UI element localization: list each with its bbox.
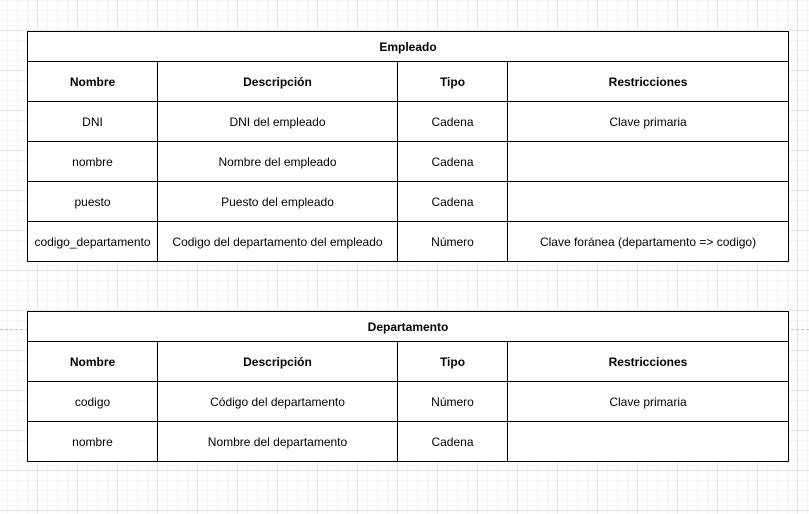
cell-nombre: DNI [28,102,158,142]
cell-nombre: nombre [28,422,158,462]
cell-restricciones: Clave primaria [508,382,789,422]
cell-descripcion: Código del departamento [158,382,398,422]
table-row [28,422,789,462]
cell-descripcion: Puesto del empleado [158,182,398,222]
cell-restricciones [508,182,789,222]
cell-restricciones [508,142,789,182]
table-title: Departamento [28,312,789,342]
header-descripcion: Descripción [158,62,398,102]
cell-tipo: Número [398,382,508,422]
header-restricciones: Restricciones [508,342,789,382]
table-row [28,142,789,182]
header-tipo: Tipo [398,342,508,382]
cell-tipo: Cadena [398,142,508,182]
table-title-row [28,32,789,62]
departamento-table[interactable] [27,311,789,462]
header-restricciones: Restricciones [508,62,789,102]
table-row [28,222,789,262]
table-title-row [28,312,789,342]
cell-descripcion: Nombre del empleado [158,142,398,182]
cell-descripcion: Codigo del departamento del empleado [158,222,398,262]
cell-descripcion: Nombre del departamento [158,422,398,462]
header-nombre: Nombre [28,62,158,102]
cell-nombre: nombre [28,142,158,182]
cell-nombre: puesto [28,182,158,222]
cell-tipo: Cadena [398,422,508,462]
table-row [28,382,789,422]
cell-tipo: Cadena [398,182,508,222]
header-row [28,342,789,382]
cell-tipo: Cadena [398,102,508,142]
cell-nombre: codigo_departamento [28,222,158,262]
cell-nombre: codigo [28,382,158,422]
header-descripcion: Descripción [158,342,398,382]
table-row [28,102,789,142]
table-title: Empleado [28,32,789,62]
header-tipo: Tipo [398,62,508,102]
table-row [28,182,789,222]
header-row [28,62,789,102]
header-nombre: Nombre [28,342,158,382]
cell-tipo: Número [398,222,508,262]
cell-descripcion: DNI del empleado [158,102,398,142]
cell-restricciones: Clave foránea (departamento => codigo) [508,222,789,262]
cell-restricciones [508,422,789,462]
cell-restricciones: Clave primaria [508,102,789,142]
empleado-table[interactable] [27,31,789,262]
